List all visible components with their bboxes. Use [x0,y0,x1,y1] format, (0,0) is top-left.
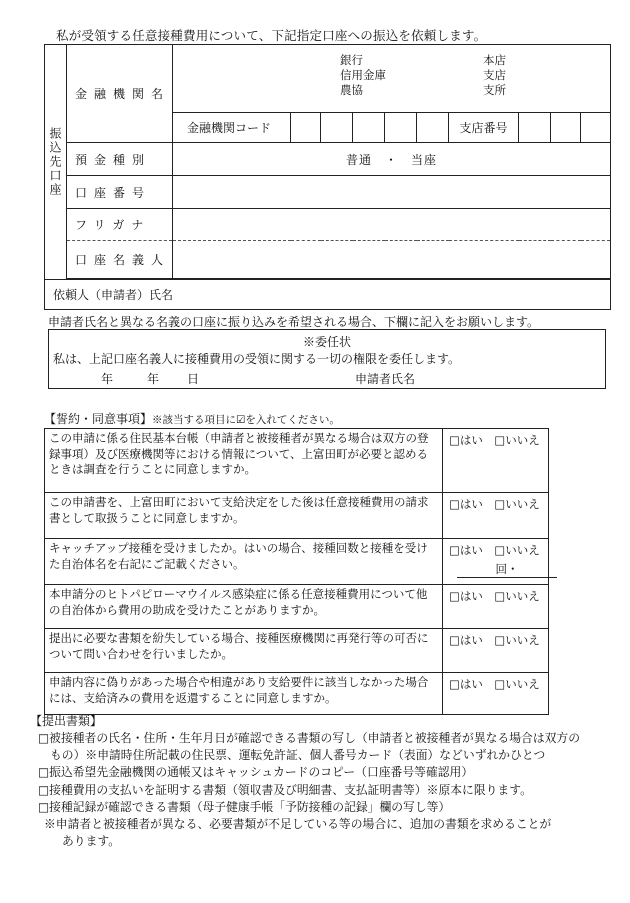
head-office-type: 本店 [483,53,506,67]
proxy-box [48,329,606,389]
requester-label: 依頼人（申請者）氏名 [53,288,174,302]
oath-item-5-text: 提出に必要な書類を紛失している場合、接種医療機関に再発行等の可否について問い合わせを行いましたか。 [45,629,443,673]
oath-item-1-text: この申請に係る住民基本台帳（申請者と被接種者が異なる場合は双方の登録事項）及び医療機関等における情報について、上富田町が必要と認めるときは調査を行うことに同意しますか。 [45,429,443,493]
branch-digit-3[interactable] [581,113,611,143]
oath-item-4-text: 本申請分のヒトパピローマウイルス感染症に係る任意接種費用について他の自治体から費用の助成を受けたことがありますか。 [45,585,443,629]
nokyo-type: 農協 [340,83,363,97]
deposit-type-label: 預金種別 [67,143,173,176]
document-note: あります。 [62,834,121,849]
document-line: □被接種者の氏名・住所・生年月日が確認できる書類の写し（申請者と被接種者が異なる場合は双方の [38,731,581,745]
intro-text: 私が受領する任意接種費用について、下記指定口座への振込を依頼します。 [56,28,487,43]
account-number-field[interactable] [173,176,611,209]
oath-table [44,428,549,715]
proxy-body: 私は、上記口座名義人に接種費用の受領に関する一切の権限を委任します。 [53,352,461,366]
document-line: □振込希望先金融機関の通帳又はキャッシュカードのコピー（口座番号等確認用） [38,765,474,780]
branch-type: 支店 [483,68,506,82]
proxy-year-label: 年 [101,372,114,386]
catchup-detail-field[interactable]: 回・ [457,562,557,579]
account-holder-field[interactable] [173,241,611,279]
oath-item-1-yes-no[interactable]: □はい □いいえ [443,429,549,493]
oath-item-3-cell [443,539,549,585]
account-holder-label: 口座名義人 [67,241,173,279]
oath-heading-text: 【誓約・同意事項】 [44,412,153,426]
document-line: もの）※申請時住所記載の住民票、運転免許証、個人番号カード（表面）などいずれかひとつ [50,748,546,763]
document-note: ※申請者と被接種者が異なる、必要書類が不足している等の場合に、追加の書類を求めることが [44,817,552,832]
document-line: □接種記録が確認できる書類（母子健康手帳「予防接種の記録」欄の写し等） [38,799,451,814]
branch-digit-2[interactable] [551,113,581,143]
proxy-applicant-name-label: 申請者氏名 [355,372,416,386]
different-name-note: 申請者氏名と異なる名義の口座に振り込みを希望される場合、下欄に記入をお願いします。 [48,315,540,329]
proxy-day-label: 日 [187,372,200,386]
documents-heading: 【提出書類】 [30,714,103,728]
code-spacer [417,113,449,143]
code-digit-3[interactable] [353,113,385,143]
oath-item-5-yes-no[interactable]: □はい □いいえ [443,629,549,673]
branch-number-label: 支店番号 [449,113,519,143]
requester-name-field[interactable] [45,280,611,310]
document-line: □接種費用の支払いを証明する書類（領収書及び明細書、支払証明書等）※原本に限ります。 [38,782,532,797]
institution-name-field[interactable] [173,45,611,113]
furigana-field[interactable] [173,209,611,241]
documents-list [38,730,618,850]
oath-item-6-yes-no[interactable]: □はい □いいえ [443,673,549,715]
oath-item-2-text: この申請書を、上富田町において支給決定をした後は任意接種費用の請求書として取扱うことに同意しますか。 [45,493,443,539]
oath-item-4-yes-no[interactable]: □はい □いいえ [443,585,549,629]
deposit-type-options[interactable]: 普通 ・ 当座 [173,143,611,176]
oath-heading-note: ※該当する項目に☑を入れてください。 [152,414,340,426]
account-number-label: 口座番号 [67,176,173,209]
shinkin-type: 信用金庫 [340,68,386,82]
proxy-title: ※委任状 [302,335,351,349]
furigana-label: フリガナ [67,209,173,241]
side-label: 振込先口座 [45,45,67,280]
bank-account-table [44,44,611,310]
institution-label: 金融機関名 [67,45,173,143]
oath-item-3-yes-no[interactable]: □はい □いいえ [449,543,540,557]
code-digit-4[interactable] [385,113,417,143]
institution-code-label: 金融機関コード [173,113,291,143]
branch-digit-1[interactable] [519,113,551,143]
code-digit-1[interactable] [291,113,321,143]
code-digit-2[interactable] [321,113,353,143]
sub-branch-type: 支所 [483,83,506,97]
oath-item-2-yes-no[interactable]: □はい □いいえ [443,493,549,539]
bank-type: 銀行 [340,53,363,67]
oath-item-6-text: 申請内容に偽りがあった場合や相違があり支給要件に該当しなかった場合には、支給済みの費用を返還することに同意しますか。 [45,673,443,715]
oath-item-3-text: キャッチアップ接種を受けましたか。はいの場合、接種回数と接種を受けた自治体名を右記にご記載ください。 [45,539,443,585]
proxy-month-label: 年 [147,372,160,386]
oath-heading [44,410,340,427]
